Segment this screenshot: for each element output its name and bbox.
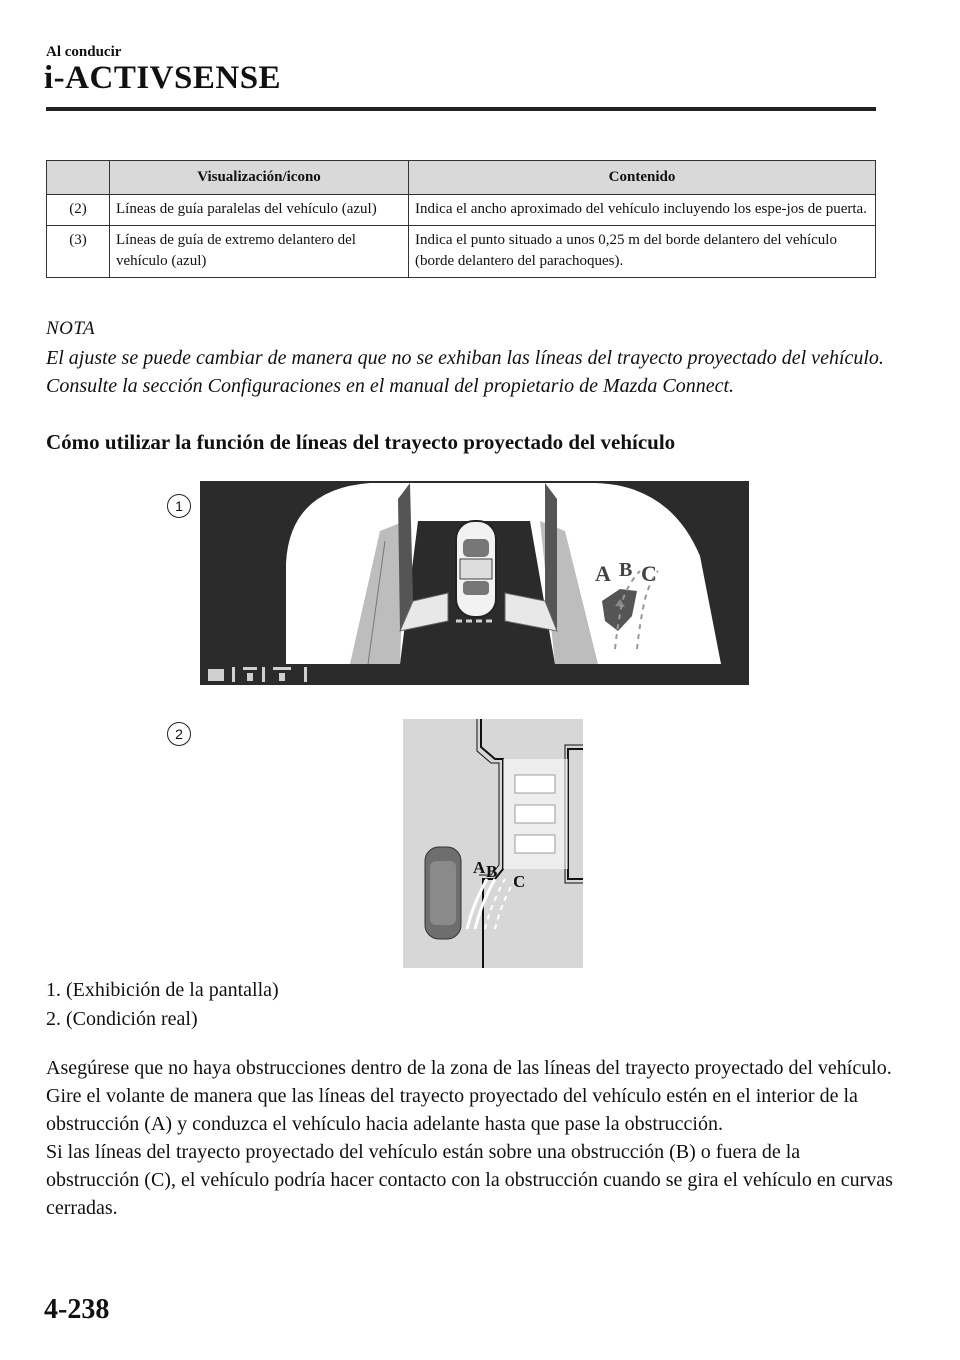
note-line: Consulte la sección Configuraciones en el manual del propietario de Mazda Connect.: [46, 375, 735, 397]
fig2-label-c: C: [513, 872, 526, 891]
table-row: [47, 195, 876, 226]
table-cell-display: Líneas de guía paralelas del vehículo (azul): [110, 195, 409, 226]
figure-marker-1: 1: [167, 494, 191, 518]
fig1-label-a: A: [595, 561, 611, 586]
table-header-display: Visualización/icono: [110, 161, 409, 195]
fig1-label-b: B: [619, 559, 633, 581]
caption-item: 1. (Exhibición de la pantalla): [46, 979, 279, 1001]
table-cell-content: Indica el punto situado a unos 0,25 m del borde delantero del vehículo (borde delantero del parachoques).: [409, 226, 876, 278]
subheading: Cómo utilizar la función de líneas del trayecto proyectado del vehículo: [46, 430, 676, 454]
body-paragraph: Gire el volante de manera que las líneas del trayecto proyectado del vehículo estén en el interior de la obstrucción (A) y conduzca el vehículo hacia adelante hasta que pase la obstrucción.: [46, 1085, 858, 1135]
table-header-row: [47, 161, 876, 195]
section-title: i-ACTIVSENSE: [44, 60, 282, 96]
note-title: NOTA: [46, 318, 96, 339]
table-cell-num: (3): [47, 226, 110, 278]
body-paragraph: Asegúrese que no haya obstrucciones dentro de la zona de las líneas del trayecto proyectado del vehículo.: [46, 1057, 892, 1079]
fig1-label-c: C: [641, 561, 657, 586]
caption-item: 2. (Condición real): [46, 1008, 198, 1030]
fig2-label-a: A: [473, 858, 486, 877]
figure-captions: [46, 976, 279, 1034]
page-number: 4-238: [44, 1294, 110, 1325]
table-header-content: Contenido: [409, 161, 876, 195]
table-cell-num: (2): [47, 195, 110, 226]
body-text: [46, 1054, 896, 1222]
table-cell-content: Indica el ancho aproximado del vehículo incluyendo los espe-jos de puerta.: [409, 195, 876, 226]
table-cell-display: Líneas de guía de extremo delantero del vehículo (azul): [110, 226, 409, 278]
note-text: [46, 344, 886, 400]
fig2-label-b: B: [486, 862, 498, 881]
table-header-num: [47, 161, 110, 195]
table-row: [47, 226, 876, 278]
section-label: Al conducir: [46, 44, 122, 60]
actual-condition-illustration: [403, 719, 583, 968]
content-table: [46, 160, 876, 278]
body-paragraph: Si las líneas del trayecto proyectado del vehículo están sobre una obstrucción (B) o fuera de la obstrucción (C), el vehículo podría hacer contacto con la obstrucción cuando se gira el vehículo en curvas cerradas.: [46, 1141, 893, 1219]
figure-marker-2: 2: [167, 722, 191, 746]
header-rule: [46, 107, 876, 111]
note-line: El ajuste se puede cambiar de manera que no se exhiban las líneas del trayecto proyectado del vehículo.: [46, 347, 884, 369]
screen-display-illustration: [200, 481, 749, 685]
